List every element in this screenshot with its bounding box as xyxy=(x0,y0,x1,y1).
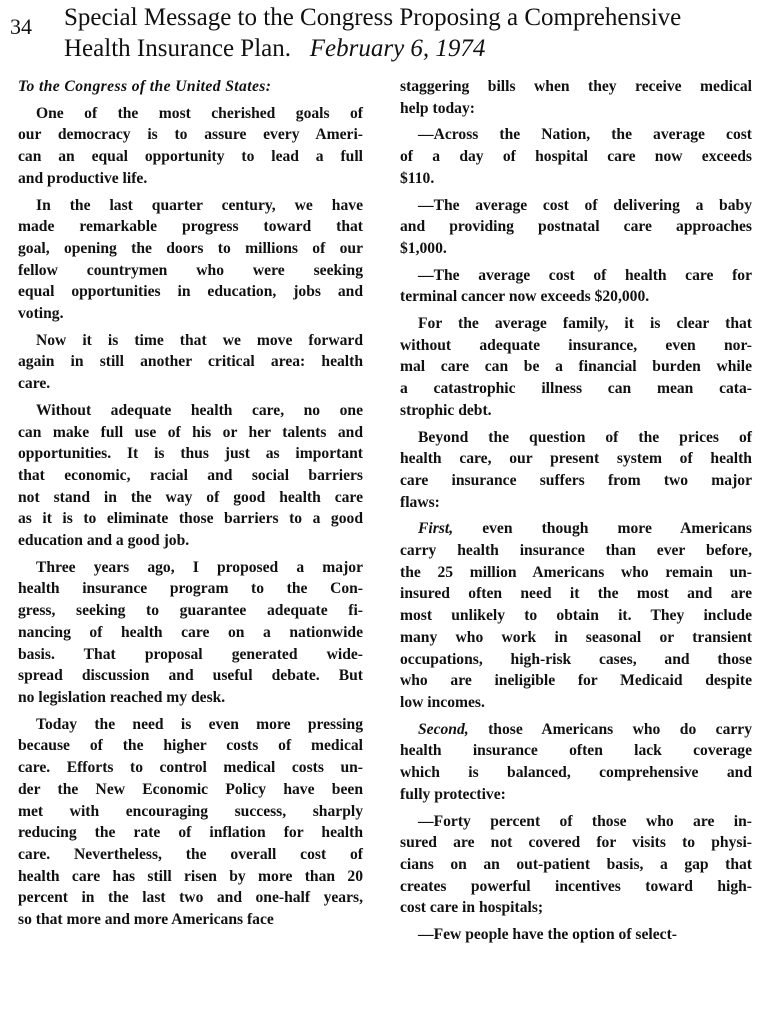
paragraph: —The average cost of health care for terminal cancer now exceeds $20,000. xyxy=(400,266,752,306)
paragraph: In the last quarter century, we have made remarkable progress toward that goal, opening the doors to millions of our fellow countrymen who were seeking equal opportunities in education, jobs and voting. xyxy=(18,196,363,323)
paragraph: —Across the Nation, the average cost of a day of hospital care now exceeds $110. xyxy=(400,126,752,187)
paragraph: —The average cost of delivering a baby and providing postnatal care approaches $1,000. xyxy=(400,196,752,257)
paragraph: Three years ago, I proposed a major health insurance program to the Con- gress, seeking to guarantee adequate fi- nancing of health care on a nationwide basis. That proposal generated wide- spread discussion and useful debate. But no legislation reached my desk. xyxy=(18,558,363,706)
paragraph: Without adequate health care, no one can make full use of his or her talents and opportunities. It is thus just as important that economic, racial and social barriers not stand in the way of good health care as it is to eliminate those barriers to a good education and a good job. xyxy=(18,401,363,550)
document-date: February 6, 1974 xyxy=(309,35,486,62)
paragraph-lead: First, xyxy=(418,520,483,538)
salutation: To the Congress of the United States: xyxy=(18,78,272,95)
document-title xyxy=(64,2,681,64)
right-column xyxy=(400,76,752,951)
left-column xyxy=(18,76,363,936)
paragraph: —Few people have the option of select- xyxy=(418,926,677,944)
paragraph: Today the need is even more pressing because of the higher costs of medical care. Efforts to control medical costs un- der the New Economic Policy have been met with encouraging success, sharply reducing the rate of inflation for health care. Nevertheless, the overall cost of health care has still risen by more than 20 percent in the last two and one-half years, so that more and more Americans face xyxy=(18,715,363,929)
paragraph-body: those Americans who do carry xyxy=(488,720,753,738)
paragraph: Second, those Americans who do carry health insurance often lack coverage which is balanced, comprehensive and fully protective: xyxy=(400,720,753,803)
paragraph: —Forty percent of those who are in- sured are not covered for visits to physi- cians on an out-patient basis, a gap that creates powerful incentives toward high- cost care in hospitals; xyxy=(400,812,752,917)
paragraph: For the average family, it is clear that without adequate insurance, even nor- mal care can be a financial burden while a catastrophic illness can mean cata- strophic debt. xyxy=(400,315,752,419)
paragraph: Beyond the question of the prices of health care, our present system of health care insurance suffers from two major flaws: xyxy=(400,428,752,511)
paragraph-body: even though more Americans xyxy=(482,520,752,538)
paragraph: First, even though more Americans carry health insurance than ever before, the 25 million Americans who remain un- insured often need it the most and are most unlikely to obtain it. They include many who work in seasonal or transient occupations, high-risk cases, and those who are ineligible for Medicaid despite low incomes. xyxy=(400,520,752,711)
paragraph: Now it is time that we move forward again in still another critical area: health care. xyxy=(18,331,363,393)
document-number: 34 xyxy=(10,14,32,39)
title-line-2 xyxy=(64,33,681,64)
title-line-2-text: Health Insurance Plan. xyxy=(64,35,292,62)
title-line-1: Special Message to the Congress Proposing a Comprehensive xyxy=(64,4,682,31)
paragraph-lead: Second, xyxy=(418,720,489,738)
paragraph: One of the most cherished goals of our democracy is to assure every Ameri- can an equal opportunity to lead a full and productive life. xyxy=(18,104,363,187)
paragraph: staggering bills when they receive medical help today: xyxy=(400,78,752,117)
